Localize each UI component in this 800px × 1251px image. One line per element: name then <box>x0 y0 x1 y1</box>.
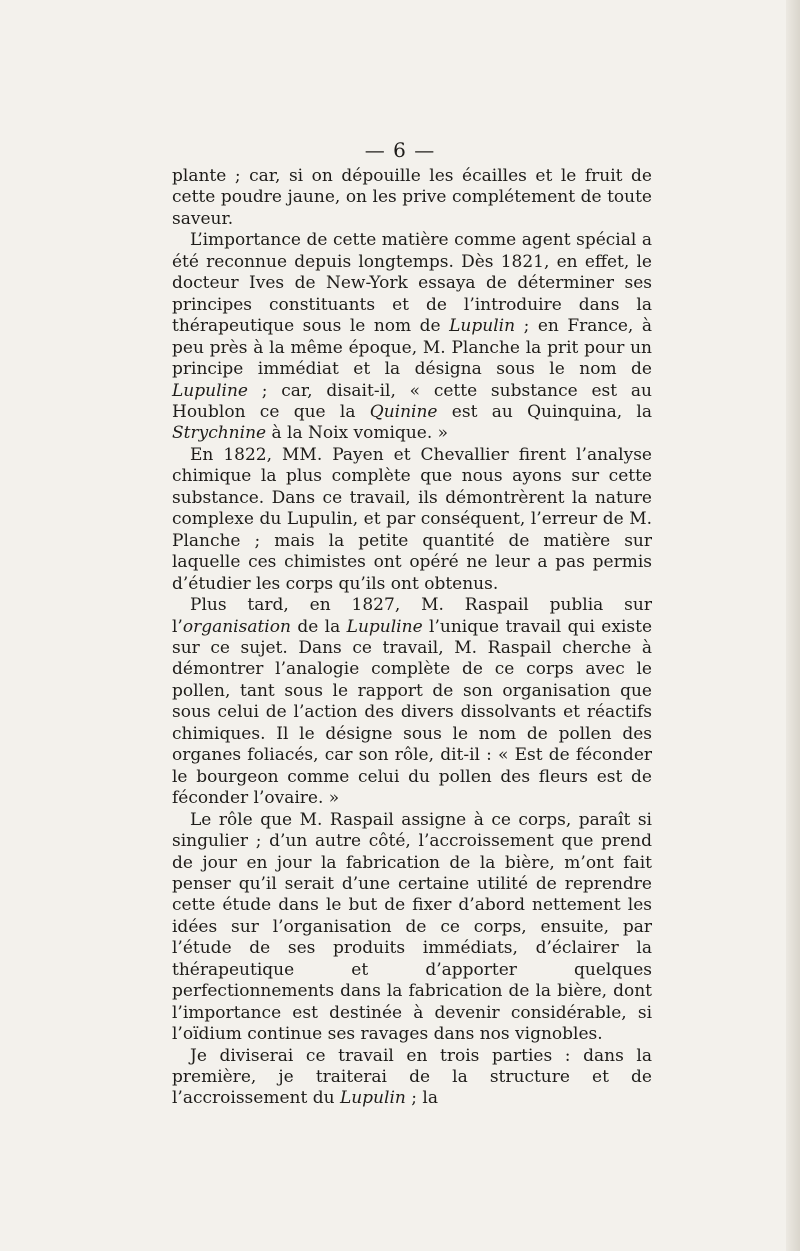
italic-term: organisation <box>182 616 291 637</box>
paragraph <box>172 595 652 810</box>
italic-term: Lupuline <box>346 616 423 637</box>
text-segment: Plus tard, en 1827, M. Raspail publia sur l’ <box>172 595 652 637</box>
page-number: — 6 — <box>364 138 436 162</box>
page-edge-shadow <box>786 0 800 1251</box>
body-text <box>172 166 652 1110</box>
text-segment: de la <box>290 616 347 637</box>
text-segment: ; en France, à peu près à la même époque, M. Planche la prit pour un principe immédiat et la désigna sous le nom de <box>172 316 652 380</box>
paragraph <box>172 230 652 445</box>
paragraph <box>172 445 652 595</box>
italic-term: Lupulin <box>449 316 516 337</box>
italic-term: Lupulin <box>339 1088 406 1109</box>
italic-term: Strychnine <box>172 423 267 444</box>
text-segment: En 1822, MM. Payen et Chevallier firent l’analyse chimique la plus complète que nous ayons sur cette substance. Dans ce travail, ils démontrèrent la nature complexe du Lupulin, et par conséquent, l’erreur de M. Planche ; mais la petite quantité de matière sur laquelle ces chimistes ont opéré ne leur a pas permis d’étudier les corps qu’ils ont obtenus. <box>172 444 652 594</box>
text-segment: ; car, disait-il, « cette substance est au Houblon ce que la <box>172 380 652 422</box>
text-segment: ; la <box>405 1088 438 1109</box>
text-segment: L’importance de cette matière comme agent spécial a été reconnue depuis longtemps. Dès 1821, en effet, le docteur Ives de New-York essaya de déterminer ses principes constituants et de l’introduire dans la thérapeutique sous le nom de <box>172 230 652 337</box>
paragraph <box>172 1046 652 1110</box>
paragraph <box>172 166 652 230</box>
text-segment: plante ; car, si on dépouille les écailles et le fruit de cette poudre jaune, on les prive complétement de toute saveur. <box>172 166 652 229</box>
italic-term: Lupuline <box>172 380 248 401</box>
italic-term: Quinine <box>369 401 438 422</box>
text-segment: est au Quinquina, la <box>437 401 652 422</box>
text-segment: l’unique travail qui existe sur ce sujet. Dans ce travail, M. Raspail cherche à démontrer l’analogie complète de ce corps avec le pollen, tant sous le rapport de son organisation que sous celui de l’action des divers dissolvants et réactifs chimiques. Il le désigne sous le nom de pollen des organes foliacés, car son rôle, dit-il : « Est de féconder le bourgeon comme celui du pollen des fleurs est de féconder l’ovaire. » <box>172 616 653 809</box>
text-segment: Le rôle que M. Raspail assigne à ce corps, paraît si singulier ; d’un autre côté, l’accroissement que prend de jour en jour la fabrication de la bière, m’ont fait penser qu’il serait d’une certaine utilité de reprendre cette étude dans le but de fixer d’abord nettement les idées sur l’organisation de ce corps, ensuite, par l’étude de ses produits immédiats, d’éclairer la thérapeutique et d’apporter quelques perfectionnements dans la fabrication de la bière, dont l’importance est destinée à devenir considérable, si l’oïdium continue ses ravages dans nos vignobles. <box>172 809 652 1045</box>
paragraph <box>172 810 652 1046</box>
text-segment: Je diviserai ce travail en trois parties : dans la première, je traiterai de la structure et de l’accroissement du <box>172 1045 652 1109</box>
text-segment: à la Noix vomique. » <box>266 423 449 444</box>
